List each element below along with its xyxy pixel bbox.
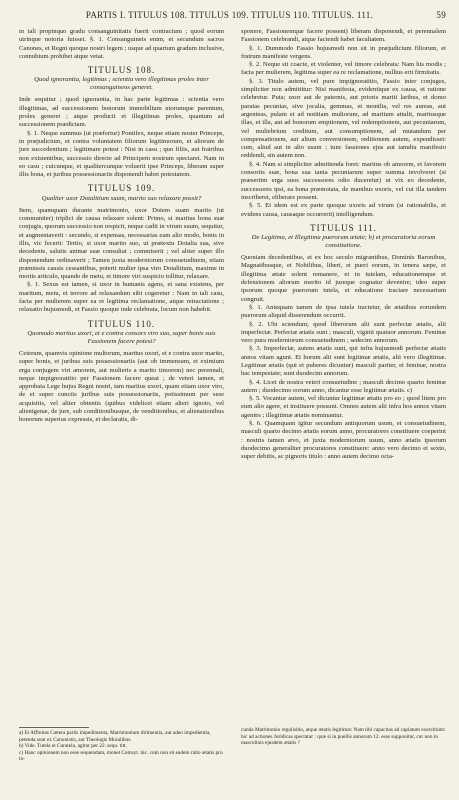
paragraph: §. 3. Imperfectæ, autem ætatis sunt, qui infra hujusmodi perfectæ ætatis annos vitam agunt. Et horum alii sunt legitimæ ætatis, alii vero illegitimæ. Legitimæ ætatis (qui et puberes dicuntur) masculi pariter, et feminæ, nostra hac tempestate; sunt duodecim annorum.: [241, 345, 446, 378]
paragraph: Ceterum, quamvis opinione multorum, maritus uxori, et e contra uxor marito, super bonis, et juribus suis possessionariis (aut ob immensum, et eximium erga conjugem viri amorem, aut mulieris a marito timorem) nec perennali, neque impignoratitio per Fassionem facere queat ; de veteri tamen, et approbata Lege hujus Regni nostri, tam maritus uxori, quam etiam uxor viro, de et super cunctis juribus suis possessionariis, potissimum per sese acquisitis, vel aliter obtentis (quibus videlicet etiam alteri ignoto, vel alienigenæ, de jure, sub conditionibusque, de venditionibus, et alienationibus bonorum superius expressis, et declaratis, di-: [19, 349, 224, 424]
right-column: [241, 28, 446, 462]
paragraph: §. 5. Vocantur autem, vel dicuntur legitimæ ætatis pro eo ; quod litem pro eum alio agere, et instituere possunt. Omnes autem alii infra hos annos vitam agentes ; illegitimæ ætatis nominantur.: [241, 395, 446, 419]
footnote-continuation: cunda Matrimonio regulisitio, atque ætatis legitimæ: Nam tibi capacitas ad capiatum exercitium: hic ad actiones Juridicas spectatur : quæ si in puellis annorum 12. esse supponitur, cur non in masculinis ejusdem ætatis ?: [241, 727, 446, 746]
header-title: PARTIS I. TITULUS 108. TITULUS 109. TITULUS 110. TITULUS. 111.: [85, 10, 374, 20]
footnote-c: c) Hanc opinionem non esse sequendam, monet Comsyt. hic. cum non sit eadem ratio ætatis pro in-: [19, 749, 223, 762]
paragraph: §. 1. Neque summus (ut præfertur) Pontifex, neque etiam noster Princeps, in præjudicium, et contra voluntatem filiorum legitimorum, et aliorum de jure succedentium ; legitimare potest : Nisi in casu ; quo filiis, aut fratribus non existentibus, successio directe ad Principem nostrum spectaret. Nam in eo casu ; cuicunque, et qualitercunque voluerit ipse Princeps, liberam super illis bona, et juribus possessionariis disponendi habet potestatem.: [19, 129, 224, 179]
right-footnotes: [241, 727, 446, 747]
section-subtitle-108: Quod ignorantia, legitimas ; scientia vero illegitimas proles inter consanguineos generet.: [34, 76, 209, 92]
paragraph: §. 3. Titulo autem, vel pure impignoratitio, Fassio inter conjuges, simpliciter non admittitur: Nisi manifesta, evidentique ex causa, et ratione celebretur. Puta; uxor aut de paternis, aut prioris mariti laribus, et domo paratas pecunias, sive jocalia, gemmas, et monilia, vel res aureas, aut argenteas, pulam et ad notitiam multorum, ad maritum attulit, maritusque illas, et illa, aut ad bonorum emptionem, vel redemptionem, aut pecuniarum, vel muliebrium creditum, aut consumptionem, ad mutandum per compensationem, aut alium conversionem, reditionem autem, expendisset: cum, aliud aut in alio usum ; tunc fassiones ejus aut iamdiu manifesto reddendi, sin autem non.: [241, 77, 446, 160]
section-heading-108: TITULUS 108.: [87, 65, 156, 76]
page-number: 59: [436, 10, 446, 20]
section-subtitle-109: Qualiter uxor Dotalitium suum, marito suo relaxare possit?: [41, 194, 202, 202]
paragraph: Inde sequitur ; quod ignorantia, in hac parte legitimas : scientia vero illegitimas, ad successionem bonorum immobilium utorumque parentum, proles generet ; atque producit et illegitimas proles, quantum ad successionem prædictam.: [19, 96, 224, 129]
paragraph: §. 4. Licet de nostra veteri consuetudine ; masculi decimo quarto feminæ autem ; duodecimo eorum anno, dicantur esse legitimæ ætatis. c): [241, 378, 446, 394]
paragraph: §. 5. Et idem est ex parte quoque uxoris ad virum (si rationabilis, et evidens causa, causaque occurrerit) intelligendum.: [241, 202, 446, 218]
paragraph: §. 1. Antequam tamen de ipsa tutela tractetur, de ætatibus eorundem puerorum aliquid disserendum occurrit.: [241, 303, 446, 320]
paragraph: §. 4. Nam si simpliciter admittenda foret: maritus ob amorem, et favorem consortis suæ, bona sua tanta pecuniarum super summa involveret (si præsertim erga suos successores odio duceretur) ut vix eo decedente, successores ipsi, ea bona præmotata, de manibus uxoris, vel cui illa tandem inscriberet, eliberare possent.: [241, 160, 446, 201]
section-subtitle-110: Quomodo maritus uxori, et e contra consors viro suo, super bonis suis Fassionem facere potest?: [27, 329, 216, 345]
section-subtitle-111: De Legitima, et Illegitima puerorum ætate; b) et procuratoria eorum constitutione.: [251, 234, 436, 250]
section-heading-110: TITULUS 110.: [87, 318, 156, 329]
paragraph: §. 1. Dummodo Fassio hujusmodi non sit in præjudicium filiorum, et fratrum manifeste vergens.: [241, 44, 446, 60]
paragraph: in tali propinquo gradu consanguinitatis fuerit contractum ; quod eorum utrinque notoria fuisset. §. 1. Consanguineis enim, et secundum sacros Canones, et Regni quoque nostri legem ; usque ad quartum gradum inclusive, connubium prohibet atque vetat.: [19, 28, 224, 60]
paragraph: sponere, Fassionemque facere possent) liberam disponendi, et perennalem Fassionem celebrandi, atque faciendi habet facultatem.: [241, 28, 446, 44]
left-footnotes: [19, 727, 224, 763]
paragraph: §. 1. Sexus est tamen, si uxor in humanis agens, et sana existens, per maritum, metu, et terrore ad relaxandum sibi cogeretur : Nam in tali casu, facta per mulierem super ea re legitima reclamatione, atque retractatione ; relaxatio hujusmodi, et Fassio quoque inde celebrata, locum non habebit.: [19, 281, 224, 314]
footnote-a: a) Et Affinitas Cætera pariis impedimenta, Matrimonium dirimentia, aut adeo impedientia, petenda sunt ex Canonistis, aut Theologis Moralibus.: [19, 730, 211, 743]
section-heading-111: TITULUS 111.: [310, 222, 377, 233]
running-header: [0, 10, 459, 24]
paragraph: Item, quamquam durante matrimonio, uxor Dotem suam marito (ut communiter) triplici de causa relaxare solent: Primo, si maritus bona suæ conjugis, quorum successio non respicit, neque cadit in virum suum, sequitur, et augmentaverit : secundo, si expensas, necessarias eam alio modo, bonis in illis, vic fecerit: Tertio, si uxor marito suo, ut prætextu Dotalia sua, sive decedente, salutis animæ suæ consultat ; commiserit ; vel aliter super illo disponendum ordinaverit ; Tamen juxta moderniorum consuetudinem, etiam præmissis causis cessantibus, poterit mulier ipsa viro Dotalitium, maxime in mortis articulo, quando de metu, et timore viri suspicio tollitur, relaxare.: [19, 206, 224, 281]
footnote-rule: [19, 727, 89, 728]
section-heading-109: TITULUS 109.: [87, 183, 156, 194]
paragraph: §. 6. Quamquam igitur secundum antiquorum usum, et consuetudinem, masculi quarto decimo ætatis eorum anno, procuratores constituere coeperint : nostris tamen ævo, et juxta moderniorum usum, anno ætatis ipsorum duodecimo generaliter procuratores constituere: anno vero decimo et sexto, super debitis, ac pignoris titulo : anno autem decimo octa-: [241, 420, 446, 461]
footnote-b: b) Vide. Tutela et Curatela, agitur per 22. sequ. titt.: [19, 743, 127, 749]
left-column: [19, 28, 224, 425]
paragraph: §. 2. Ubi sciendum; quod liberorum alii sunt perfectæ ætatis, alii imperfectæ. Perfectæ ætatis sunt ; masculi, viginti quatuor annorum. Feminæ vero pura moderniorum consuetudinem ; sedecim annorum.: [241, 320, 446, 345]
paragraph: Quoniam decedentibus, et ex hoc seculo migrantibus, Dominis Baronibus, Magnatibusque, et Nobilibus, liberi, et pueri eorum, in tenera sæpe, et illegitima ætate solent remanere, et in tutelam, educationemque et defensionem aliorum merito id jureque cognatur devenire; ideo super ipsorum quoque puerorum tutela, et educatione tractare necessarium congruit.: [241, 254, 446, 303]
paragraph: §. 2. Neque sit coacte, et violenter, vel timore celebrata: Nam his modis ; facta per mulierem, legitima super ea re reclamatione, nullius erit firmitatis.: [241, 61, 446, 77]
